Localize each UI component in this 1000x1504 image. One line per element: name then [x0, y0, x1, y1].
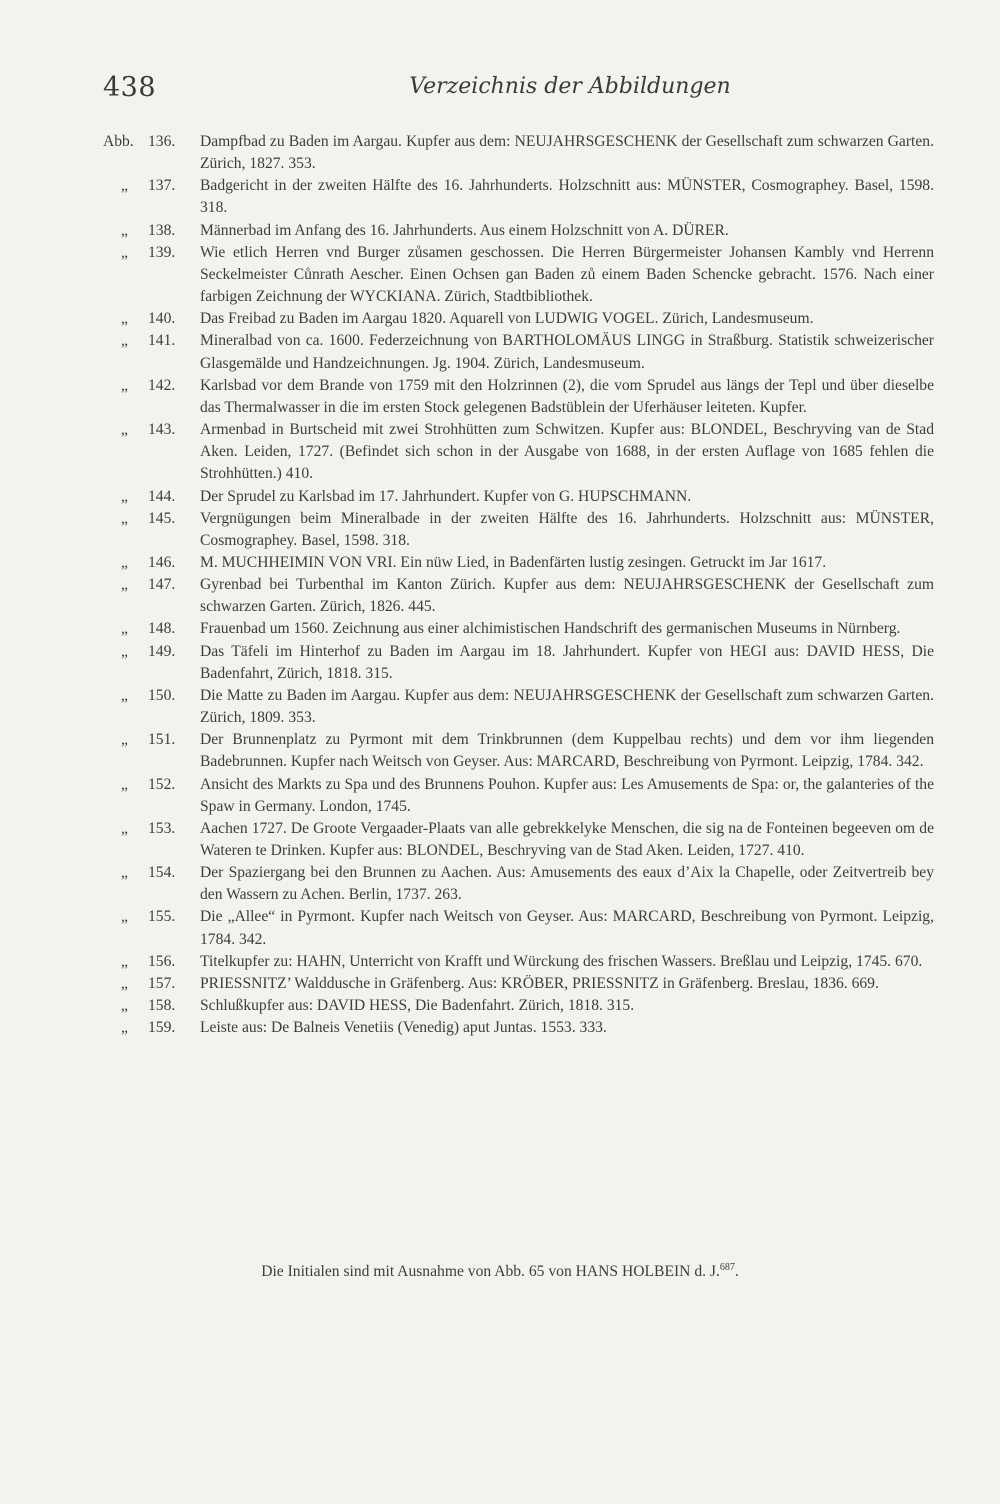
- ditto-mark: „: [121, 576, 128, 594]
- footnote-superscript: 687: [719, 1262, 735, 1273]
- entry-text: Das Freibad zu Baden im Aargau 1820. Aquarell von LUDWIG VOGEL. Zürich, Landesmuseum.: [200, 310, 814, 328]
- list-item: [0, 618, 934, 640]
- entry-text: Mineralbad von ca. 1600. Federzeichnung von BARTHOLOMÄUS LINGG in Straßburg. Statistik schweizerischer Glasgemälde und Handzeichnungen. Jg. 1904. Zürich, Landesmuseum.: [200, 332, 934, 372]
- list-item: [0, 862, 934, 906]
- ditto-mark: „: [121, 997, 128, 1015]
- entry-number: 146.: [148, 553, 176, 571]
- entry-text: Vergnügungen beim Mineralbade in der zweiten Hälfte des 16. Jahrhunderts. Holzschnitt aus: MÜNSTER, Cosmographey. Basel, 1598. 318.: [200, 509, 934, 549]
- entry-number: 139.: [148, 243, 176, 261]
- figure-list: [0, 131, 1000, 1039]
- list-item: [0, 552, 934, 574]
- list-item: [0, 774, 934, 818]
- entry-number: 141.: [148, 332, 176, 350]
- entry-text: Männerbad im Anfang des 16. Jahrhunderts. Aus einem Holzschnitt von A. DÜRER.: [200, 221, 729, 239]
- entry-number: 145.: [148, 509, 176, 527]
- footnote: Die Initialen sind mit Ausnahme von Abb. 65 von HANS HOLBEIN d. J.$^{687}$.: [261, 1262, 739, 1281]
- ditto-mark: „: [121, 332, 128, 350]
- list-item: [0, 685, 934, 729]
- ditto-mark: „: [121, 553, 128, 571]
- entry-text: Armenbad in Burtscheid mit zwei Strohhütten zum Schwitzen. Kupfer aus: BLONDEL, Beschryving van de Stad Aken. Leiden, 1727. (Befindet sich schon in der Ausgabe von 1688, in der ersten Auflage von 1685 fehlen die Strohhütten.) 410.: [200, 421, 934, 483]
- entry-text: Die Matte zu Baden im Aargau. Kupfer aus dem: NEUJAHRSGESCHENK der Gesellschaft zum schwarzen Garten. Zürich, 1809. 353.: [200, 686, 934, 727]
- list-item: [0, 242, 934, 308]
- ditto-mark: „: [121, 620, 128, 638]
- entry-text: Ansicht des Markts zu Spa und des Brunnens Pouhon. Kupfer aus: Les Amusements de Spa: or, the galanteries of the Spaw in Germany. London, 1745.: [200, 775, 934, 815]
- entry-number: 157.: [148, 974, 176, 992]
- entry-text: Gyrenbad bei Turbenthal im Kanton Zürich. Kupfer aus dem: NEUJAHRSGESCHENK der Gesellschaft zum schwarzen Garten. Zürich, 1826. 445.: [200, 576, 934, 616]
- list-item: [0, 486, 934, 508]
- entry-text: Der Spaziergang bei den Brunnen zu Aachen. Aus: Amusements des eaux d’Aix la Chapelle, oder Zeitvertreib bey den Wassern zu Achen. Berlin, 1737. 263.: [200, 864, 934, 904]
- list-item: [0, 308, 934, 330]
- entry-number: 155.: [148, 908, 176, 926]
- ditto-mark: „: [121, 908, 128, 926]
- list-item: [0, 818, 934, 862]
- entry-text: Die „Allee“ in Pyrmont. Kupfer nach Weitsch von Geyser. Aus: MARCARD, Beschreibung von Pyrmont. Leipzig, 1784. 342.: [200, 908, 934, 948]
- ditto-mark: „: [121, 1019, 128, 1037]
- ditto-mark: „: [121, 686, 128, 704]
- ditto-mark: „: [121, 731, 128, 749]
- list-item: [0, 131, 934, 175]
- ditto-mark: „: [121, 376, 128, 394]
- entry-label: Abb.: [103, 133, 134, 150]
- list-item: [0, 906, 934, 950]
- ditto-mark: „: [121, 243, 128, 261]
- entry-text: Badgericht in der zweiten Hälfte des 16. Jahrhunderts. Holzschnitt aus: MÜNSTER, Cosmographey. Basel, 1598. 318.: [200, 177, 934, 217]
- ditto-mark: „: [121, 864, 128, 882]
- entry-number: 143.: [148, 421, 176, 439]
- entry-text: Titelkupfer zu: HAHN, Unterricht von Krafft und Würckung des frischen Wassers. Breßlau und Leipzig, 1745. 670.: [200, 952, 923, 970]
- list-item: [0, 220, 934, 242]
- page-number: 438: [103, 72, 157, 103]
- list-item: [0, 175, 934, 219]
- entry-text: M. MUCHHEIMIN VON VRI. Ein nüw Lied, in Badenfärten lustig zesingen. Getruckt im Jar 1617.: [200, 553, 827, 571]
- ditto-mark: „: [121, 642, 128, 660]
- entry-text: PRIESSNITZ’ Walddusche in Gräfenberg. Aus: KRÖBER, PRIESSNITZ in Gräfenberg. Breslau, 1836. 669.: [200, 974, 879, 992]
- list-item: [0, 995, 934, 1017]
- entry-number: 153.: [148, 819, 176, 837]
- list-item: [0, 574, 934, 618]
- entry-number: 159.: [148, 1019, 176, 1037]
- entry-text: Aachen 1727. De Groote Vergaader-Plaats van alle gebrekkelyke Menschen, die sig na de Fonteinen begeeven om de Wateren te Drinken. Kupfer aus: BLONDEL, Beschryving van de Stad Aken. Leiden, 1727. 410.: [200, 819, 934, 859]
- ditto-mark: „: [121, 177, 128, 195]
- entry-text: Karlsbad vor dem Brande von 1759 mit den Holzrinnen (2), die vom Sprudel aus längs der Tepl und über dieselbe das Thermalwasser in die im ersten Stock gelegenen Badstüblein der Uferhäuser leiteten. Kupfer.: [200, 376, 934, 416]
- entry-text: Dampfbad zu Baden im Aargau. Kupfer aus dem: NEUJAHRSGESCHENK der Gesellschaft zum schwarzen Garten. Zürich, 1827. 353.: [200, 133, 934, 173]
- entry-text: Leiste aus: De Balneis Venetiis (Venedig) aput Juntas. 1553. 333.: [200, 1019, 607, 1037]
- list-item: [0, 419, 934, 485]
- entry-number: 144.: [148, 487, 176, 505]
- entry-text: Der Sprudel zu Karlsbad im 17. Jahrhundert. Kupfer von G. HUPSCHMANN.: [200, 487, 692, 505]
- entry-number: 137.: [148, 177, 176, 195]
- ditto-mark: „: [121, 509, 128, 527]
- entry-text: Der Brunnenplatz zu Pyrmont mit dem Trinkbrunnen (dem Kuppelbau rechts) und dem vor ihm liegenden Badebrunnen. Kupfer nach Weitsch von Geyser. Aus: MARCARD, Beschreibung von Pyrmont. Leipzig, 1784. 342.: [200, 731, 934, 771]
- entry-number: 158.: [148, 997, 176, 1015]
- list-item: [0, 951, 934, 973]
- ditto-mark: „: [121, 221, 128, 239]
- entry-text: Schlußkupfer aus: DAVID HESS, Die Badenfahrt. Zürich, 1818. 315.: [200, 997, 635, 1015]
- ditto-mark: „: [121, 310, 128, 328]
- ditto-mark: „: [121, 952, 128, 970]
- list-item: [0, 375, 934, 419]
- entry-number: 149.: [148, 642, 176, 660]
- list-item: [0, 508, 934, 552]
- running-head-title: Verzeichnis der Abbildungen: [409, 74, 731, 99]
- footnote-text: Die Initialen sind mit Ausnahme von Abb. 65 von HANS HOLBEIN d. J.: [261, 1263, 720, 1281]
- list-item: [0, 641, 934, 685]
- list-item: [0, 729, 934, 773]
- entry-text: Das Täfeli im Hinterhof zu Baden im Aargau im 18. Jahrhundert. Kupfer von HEGI aus: DAVID HESS, Die Badenfahrt, Zürich, 1818. 315.: [200, 642, 934, 682]
- entry-number: 154.: [148, 864, 176, 882]
- entry-number: 148.: [148, 620, 176, 638]
- ditto-mark: „: [121, 974, 128, 992]
- entry-text: Frauenbad um 1560. Zeichnung aus einer alchimistischen Handschrift des germanischen Museums in Nürnberg.: [200, 620, 901, 638]
- ditto-mark: „: [121, 819, 128, 837]
- entry-number: 152.: [148, 775, 176, 793]
- entry-number: 136.: [148, 133, 176, 150]
- entry-number: 140.: [148, 310, 176, 328]
- list-item: [0, 1017, 934, 1039]
- entry-number: 151.: [148, 731, 176, 749]
- entry-number: 150.: [148, 686, 176, 704]
- ditto-mark: „: [121, 487, 128, 505]
- list-item: [0, 330, 934, 374]
- ditto-mark: „: [121, 775, 128, 793]
- entry-number: 138.: [148, 221, 176, 239]
- entry-number: 147.: [148, 576, 176, 594]
- entry-number: 142.: [148, 376, 176, 394]
- ditto-mark: „: [121, 421, 128, 439]
- list-item: [0, 973, 934, 995]
- entry-number: 156.: [148, 952, 176, 970]
- entry-text: Wie etlich Herren vnd Burger zůsamen geschossen. Die Herren Bürgermeister Johansen Kambly vnd Herrenn Seckelmeister Cůnrath Aescher. Einen Ochsen gan Baden zů einem Baden Schencke gebracht. 1576. Nach einer farbigen Zeichnung der WYCKIANA. Zürich, Stadtbibliothek.: [200, 243, 934, 306]
